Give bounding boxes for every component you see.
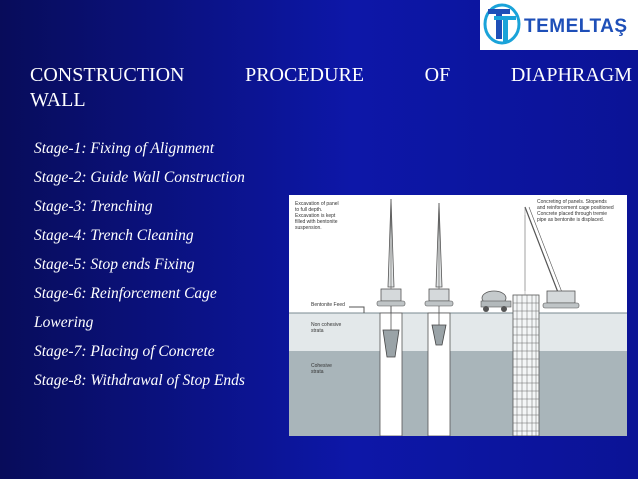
stage-list [34,134,245,395]
title-word: OF [424,64,451,86]
stage-item: Stage-4: Trench Cleaning [34,227,194,244]
stage-item: Stage-8: Withdrawal of Stop Ends [34,372,245,389]
stage-item: Stage-2: Guide Wall Construction [34,169,245,186]
stratum-upper-label: Non cohesive [311,322,342,328]
concrete-truck-icon [481,291,511,312]
stage-item: Stage-3: Trenching [34,198,153,215]
title-line-2: WALL [30,89,86,111]
callout-right-line: and reinforcement cage positioned [537,205,614,211]
stratum-upper-label: strata [311,328,324,334]
stratum-lower-label: Cohesive [311,363,332,369]
logo-brand-text: TEMELTAŞ [524,16,628,37]
title-line-1 [30,63,632,88]
construction-diagram [289,195,627,436]
excavation-rig-icon [425,203,453,306]
callout-right-line: Concreting of panels. Stopends [537,199,607,205]
stratum-lower-label: strata [311,369,324,375]
diaphragm-wall-illustration [289,195,627,436]
stage-item: Stage-6: Reinforcement Cage [34,285,217,302]
slide-title [30,63,632,113]
callout-left-line: filled with bentonite [295,219,338,225]
callout-left-line: Excavation is kept [295,213,336,219]
temeltas-logo-icon [480,0,526,50]
callout-right-line: Concrete placed through tremie [537,211,608,217]
title-word: CONSTRUCTION [30,64,185,86]
stage-item: Lowering [34,314,94,331]
stage-item: Stage-7: Placing of Concrete [34,343,215,360]
callout-right-line: pipe as bentonite is displaced. [537,217,604,223]
callout-left-line: suspension. [295,225,322,231]
stage-item: Stage-5: Stop ends Fixing [34,256,195,273]
company-logo [480,0,638,50]
title-word: PROCEDURE [245,64,364,86]
callout-left-line: Excavation of panel [295,201,339,207]
stage-item: Stage-1: Fixing of Alignment [34,140,215,157]
title-word: DIAPHRAGM [510,64,632,86]
callout-left-line: to full depth. [295,207,323,213]
bentonite-label: Bentonite Feed [311,302,345,308]
